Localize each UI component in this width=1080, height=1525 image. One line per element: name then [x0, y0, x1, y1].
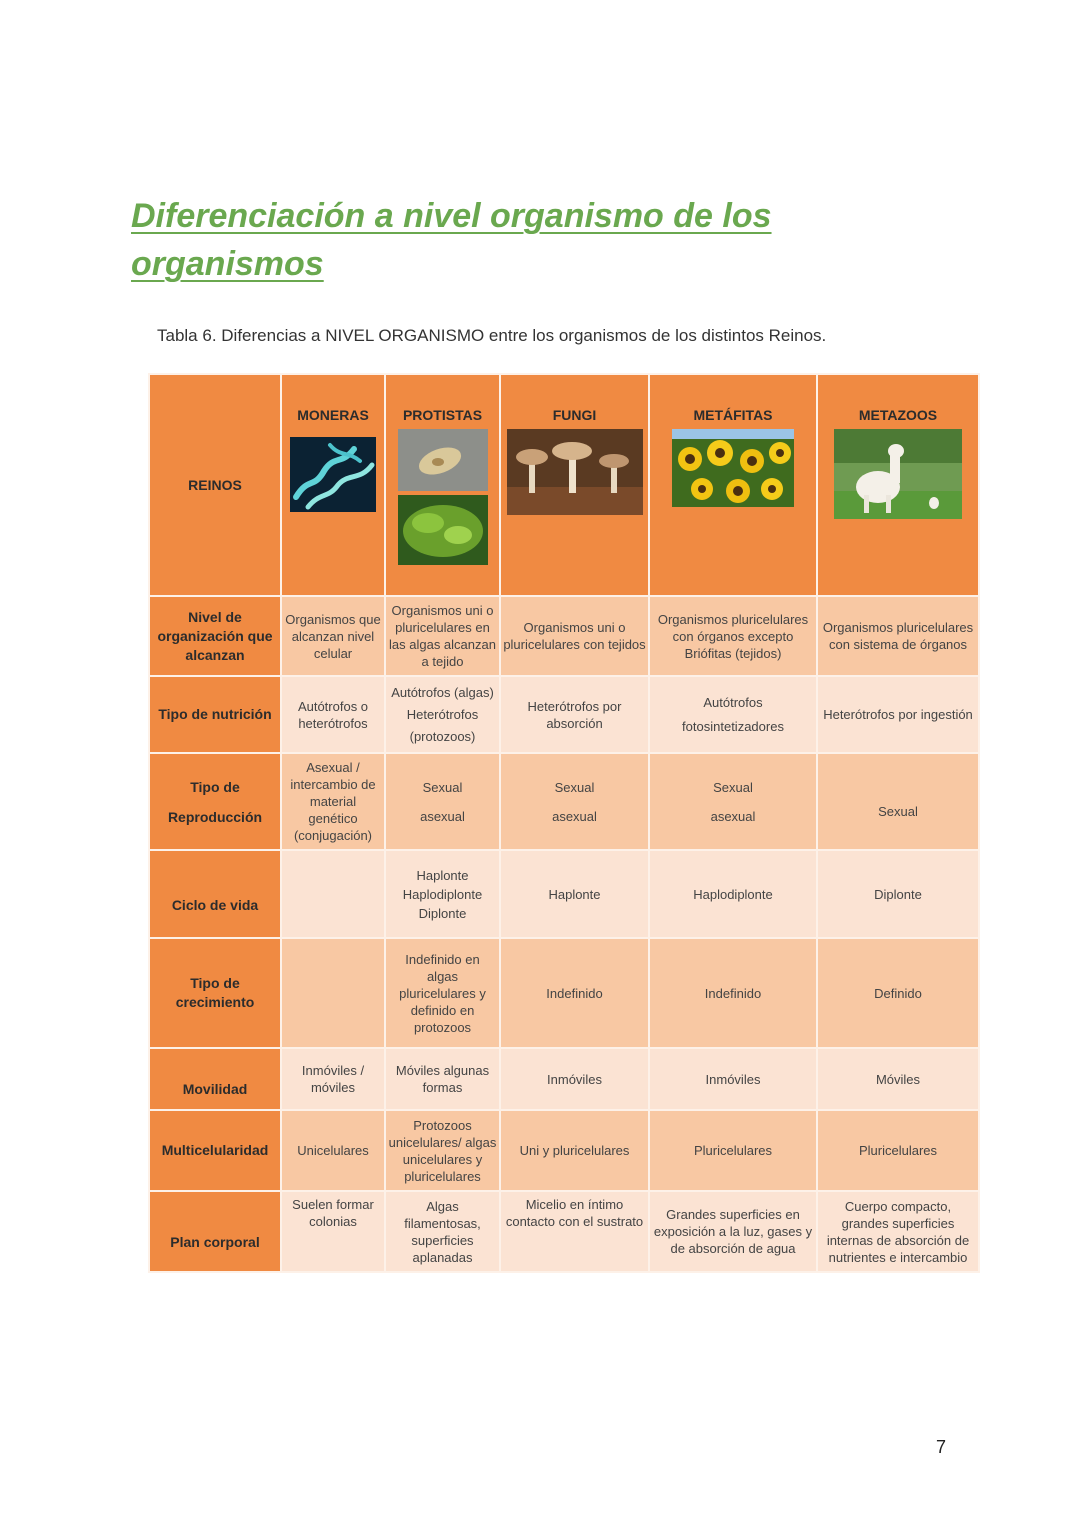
table-cell: Inmóviles — [649, 1048, 817, 1110]
table-cell: Pluricelulares — [817, 1110, 979, 1191]
protozoan-photo — [398, 429, 488, 491]
sunflowers-photo — [672, 429, 794, 507]
table-cell — [385, 753, 500, 850]
cell-line: Sexual asexual — [420, 779, 465, 824]
header-metazoos — [817, 374, 979, 596]
table-cell: Organismos pluricelulares con sistema de órganos — [817, 596, 979, 676]
table-cell: Inmóviles — [500, 1048, 649, 1110]
table-cell — [649, 676, 817, 753]
table-cell: Organismos que alcanzan nivel celular — [281, 596, 385, 676]
table-caption: Tabla 6. Diferencias a NIVEL ORGANISMO entre los organismos de los distintos Reinos. — [157, 326, 827, 345]
table-cell: Pluricelulares — [649, 1110, 817, 1191]
table-cell — [281, 850, 385, 938]
table-cell: Algas filamentosas, superficies aplanadas — [385, 1191, 500, 1272]
row-label: Plan corporal — [149, 1191, 281, 1272]
kingdom-label: FUNGI — [552, 407, 597, 423]
table-cell: Autótrofos o heterótrofos — [281, 676, 385, 753]
row-label: Movilidad — [149, 1048, 281, 1110]
table-cell — [385, 850, 500, 938]
cell-line: Autótrofos (algas) Heterótrofos (protozoos) — [391, 684, 494, 744]
alpaca-photo — [834, 429, 962, 519]
table-row — [149, 753, 979, 850]
table-row — [149, 850, 979, 938]
table-cell: Asexual / intercambio de material genético (conjugación) — [281, 753, 385, 850]
kingdoms-table — [148, 373, 980, 1273]
table-cell — [500, 753, 649, 850]
table-cell: Haplonte — [500, 850, 649, 938]
table-row — [149, 938, 979, 1048]
table-cell: Heterótrofos por ingestión — [817, 676, 979, 753]
table-row — [149, 1191, 979, 1272]
table-header-row — [149, 374, 979, 596]
table-cell — [649, 753, 817, 850]
table-cell: Indefinido — [649, 938, 817, 1048]
table-cell: Heterótrofos por absorción — [500, 676, 649, 753]
cell-line: Sexual asexual — [710, 779, 756, 824]
kingdom-label: METAZOOS — [858, 407, 938, 423]
kingdom-label: MONERAS — [297, 407, 369, 423]
cell-line: Autótrofos fotosintetizadores — [682, 694, 784, 734]
header-moneras — [281, 374, 385, 596]
cell-line: Haplonte Haplodiplonte Diplonte — [402, 867, 483, 921]
mushrooms-photo — [507, 429, 643, 515]
table-cell: Organismos pluricelulares con órganos excepto Briófitas (tejidos) — [649, 596, 817, 676]
table-cell: Uni y pluricelulares — [500, 1110, 649, 1191]
table-cell: Cuerpo compacto, grandes superficies internas de absorción de nutrientes e intercambio — [817, 1191, 979, 1272]
table-cell: Suelen formar colonias — [281, 1191, 385, 1272]
bacteria-photo — [290, 437, 376, 512]
table-row — [149, 1110, 979, 1191]
kingdom-label: METÁFITAS — [693, 407, 773, 423]
table-cell: Protozoos unicelulares/ algas unicelulares y pluricelulares — [385, 1110, 500, 1191]
row-label: Tipo de crecimiento — [149, 938, 281, 1048]
header-metafitas — [649, 374, 817, 596]
table-cell — [385, 676, 500, 753]
table-row — [149, 1048, 979, 1110]
row-label: Tipo de nutrición — [149, 676, 281, 753]
table-cell: Indefinido — [500, 938, 649, 1048]
table-cell: Organismos uni o pluricelulares en las algas alcanzan a tejido — [385, 596, 500, 676]
page-title: Diferenciación a nivel organismo de los organismos — [131, 197, 772, 283]
table-cell: Inmóviles / móviles — [281, 1048, 385, 1110]
algae-photo — [398, 495, 488, 565]
table-cell: Micelio en íntimo contacto con el sustrato — [500, 1191, 649, 1272]
table-cell: Móviles algunas formas — [385, 1048, 500, 1110]
table-cell: Definido — [817, 938, 979, 1048]
header-reinos: REINOS — [149, 374, 281, 596]
cell-line: Sexual asexual — [552, 779, 597, 824]
table-row — [149, 676, 979, 753]
row-label: Tipo de Reproducción — [149, 753, 281, 850]
table-cell: Haplodiplonte — [649, 850, 817, 938]
header-protistas — [385, 374, 500, 596]
table-cell: Diplonte — [817, 850, 979, 938]
kingdom-label: PROTISTAS — [402, 407, 483, 423]
table-cell: Organismos uni o pluricelulares con tejidos — [500, 596, 649, 676]
row-label: Ciclo de vida — [149, 850, 281, 938]
table-cell: Móviles — [817, 1048, 979, 1110]
header-fungi — [500, 374, 649, 596]
table-row — [149, 596, 979, 676]
row-label: Multicelularidad — [149, 1110, 281, 1191]
row-label: Nivel de organización que alcanzan — [149, 596, 281, 676]
page-number: 7 — [936, 1437, 947, 1457]
table-cell: Unicelulares — [281, 1110, 385, 1191]
table-cell: Indefinido en algas pluricelulares y definido en protozoos — [385, 938, 500, 1048]
table-cell: Grandes superficies en exposición a la luz, gases y de absorción de agua — [649, 1191, 817, 1272]
table-cell — [281, 938, 385, 1048]
table-cell: Sexual — [817, 753, 979, 850]
